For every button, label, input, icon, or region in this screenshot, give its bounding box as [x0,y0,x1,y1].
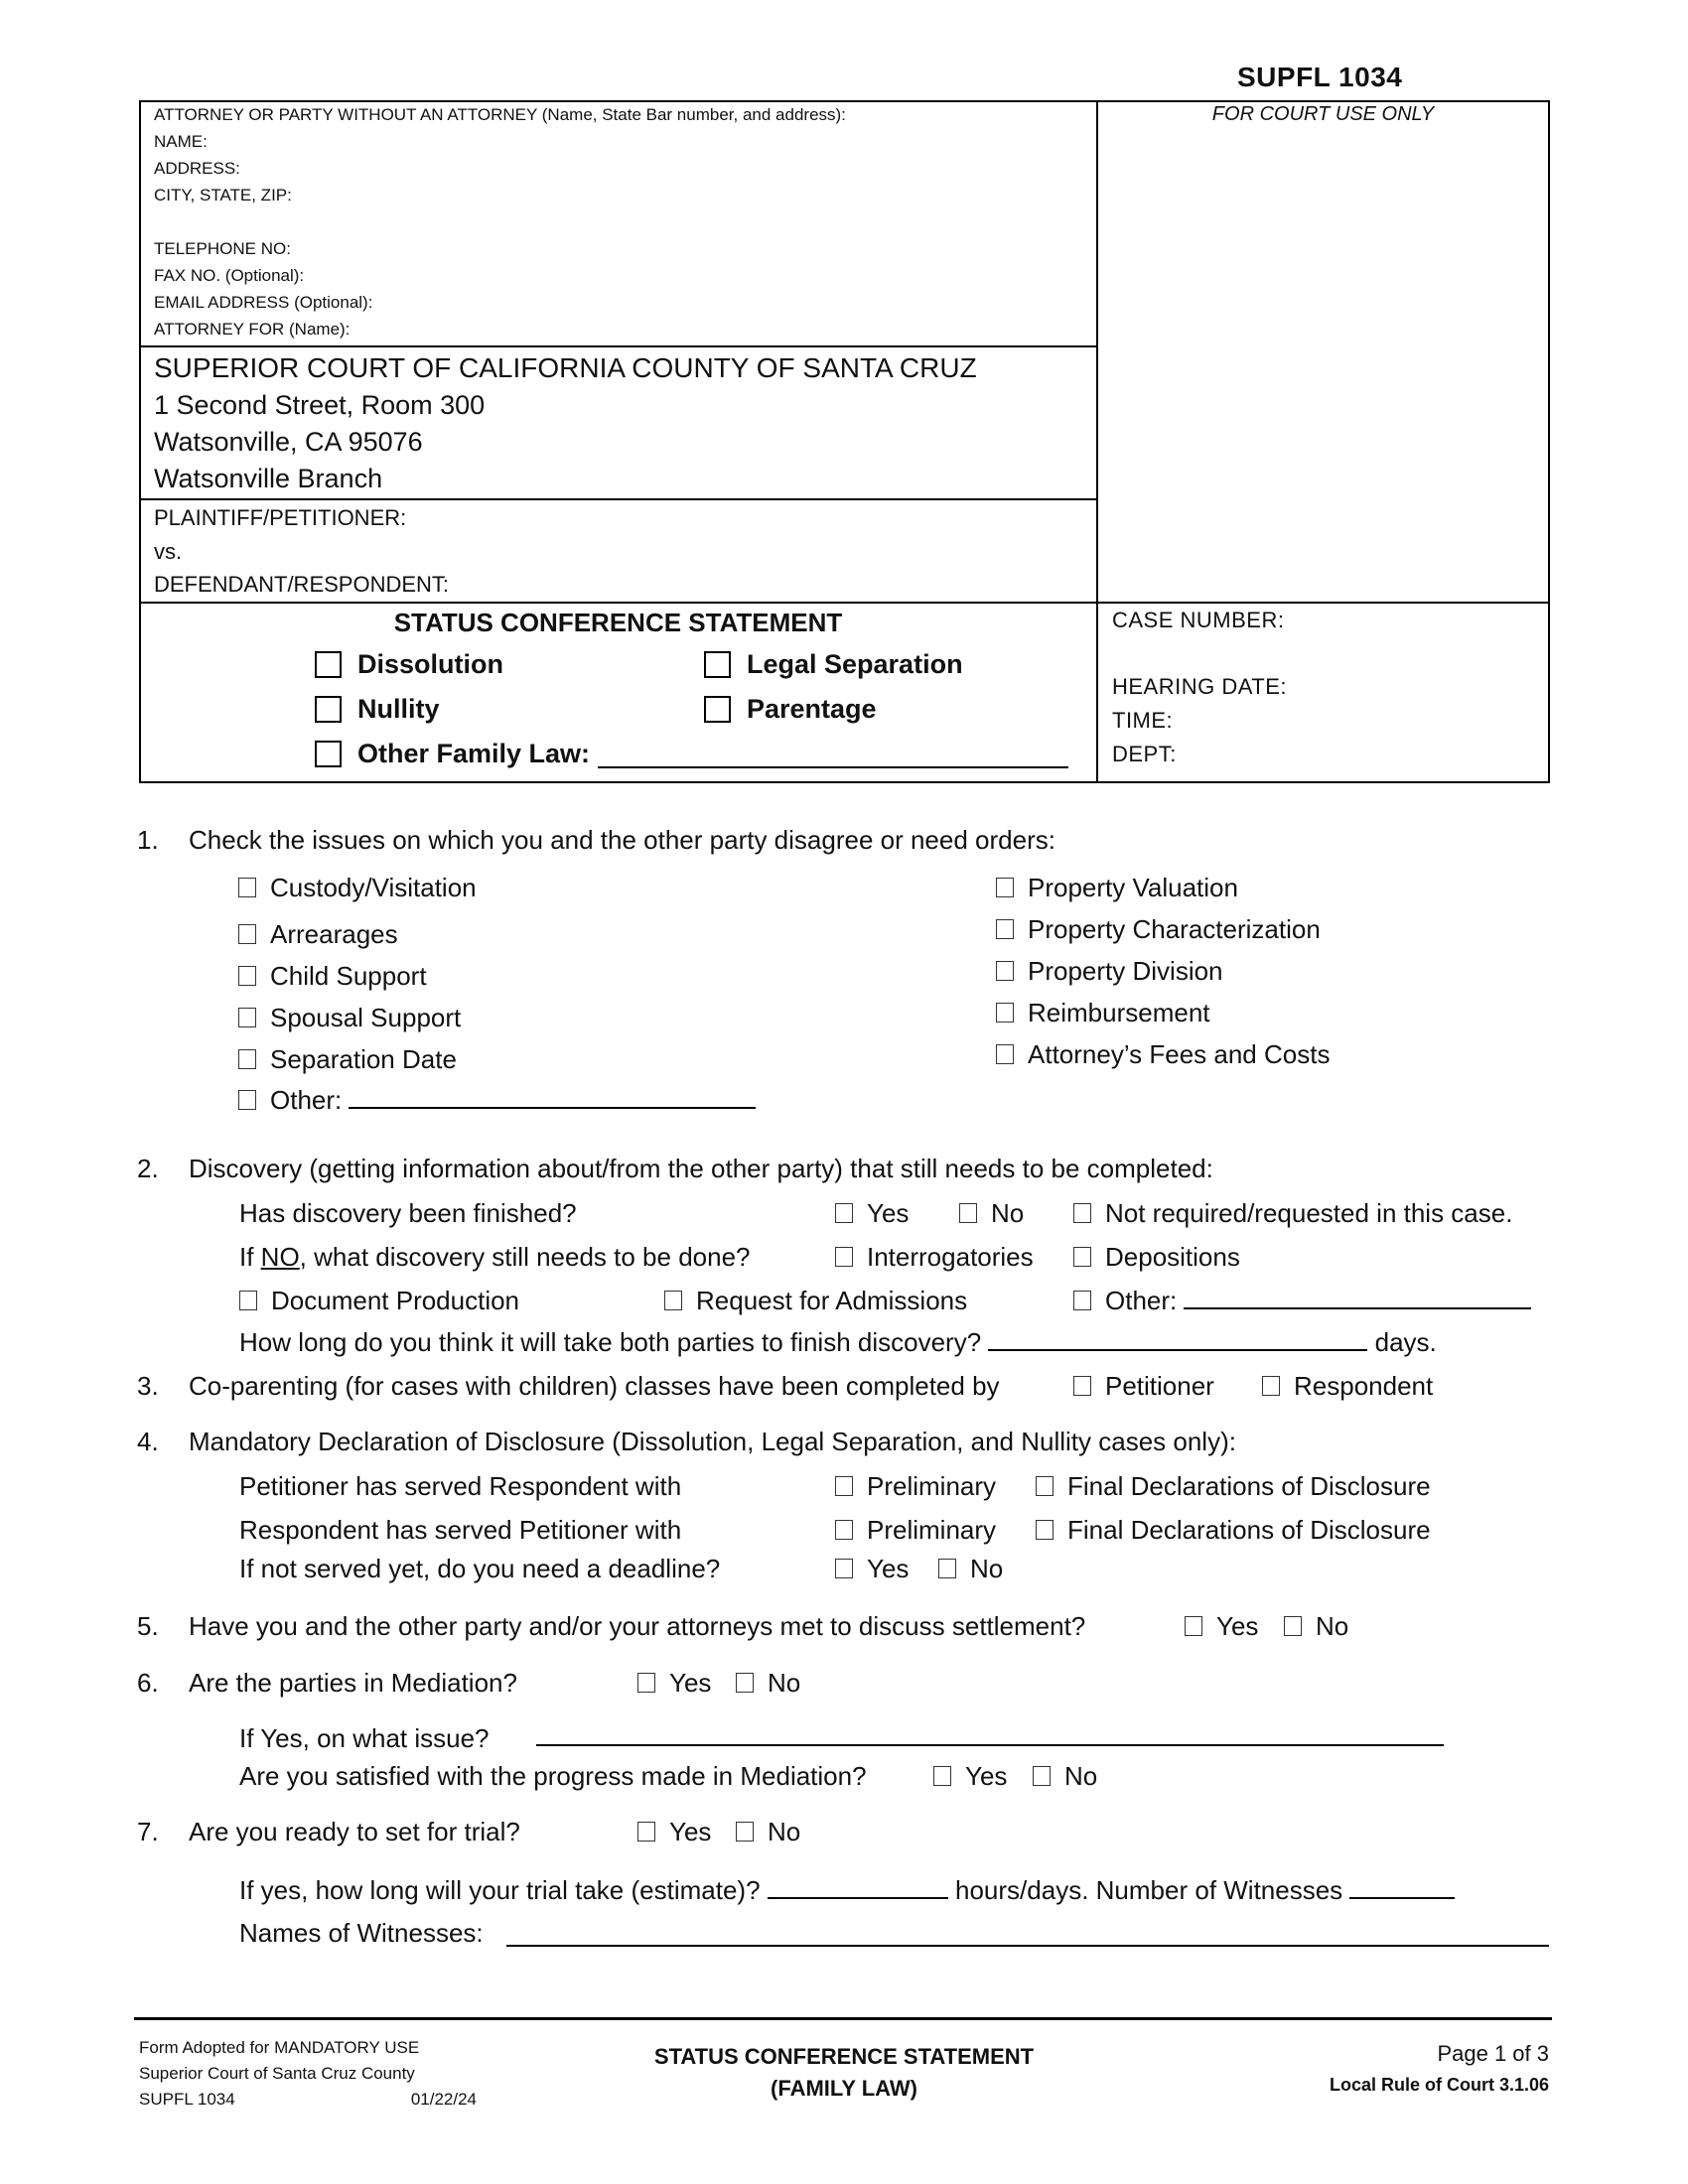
checkbox[interactable] [1036,1520,1054,1540]
q7-text: Are you ready to set for trial? [189,1817,520,1846]
q7-witness-count-field[interactable] [1349,1875,1455,1899]
q1-item-spousal-support[interactable]: Spousal Support [238,1003,461,1033]
vs-label: vs. [154,539,183,564]
footer-left [139,2035,477,2113]
q2-finished-no[interactable]: No [959,1198,1024,1229]
q6-number: 6. [137,1668,159,1698]
attorney-city-label[interactable]: CITY, STATE, ZIP: [154,186,292,205]
q2-text: Discovery (getting information about/from the other party) that still needs to be completed: [189,1154,1213,1183]
attorney-for-label[interactable]: ATTORNEY FOR (Name): [154,320,351,339]
q2-finished-question: Has discovery been finished? [239,1198,577,1228]
checkbox[interactable] [637,1822,655,1842]
case-number-label[interactable]: CASE NUMBER: [1112,608,1285,632]
q6-no[interactable]: No [736,1668,800,1699]
divider-court-parties [139,498,1097,500]
court-name: SUPERIOR COURT OF CALIFORNIA COUNTY OF SANTA CRUZ [154,352,977,383]
q1-item-child-support[interactable]: Child Support [238,961,427,992]
footer-rule [134,2017,1552,2020]
checkbox[interactable] [835,1247,853,1267]
attorney-address-label[interactable]: ADDRESS: [154,159,240,178]
attorney-block-title: ATTORNEY OR PARTY WITHOUT AN ATTORNEY (Name, State Bar number, and address): [154,105,846,124]
nullity-label: Nullity [357,694,440,724]
dept-label[interactable]: DEPT: [1112,742,1177,766]
q2-interrogatories[interactable]: Interrogatories [835,1242,1034,1273]
q3-number: 3. [137,1371,159,1401]
parentage-label: Parentage [747,694,877,724]
q4-resp-preliminary[interactable]: Preliminary [835,1515,996,1546]
q2-other[interactable]: Other: [1073,1286,1531,1316]
checkbox[interactable] [996,1003,1014,1023]
checkbox[interactable] [835,1476,853,1496]
option-nullity[interactable] [315,694,440,725]
q7-length-field[interactable] [768,1875,948,1899]
q4-pet-preliminary[interactable]: Preliminary [835,1471,996,1502]
attorney-email-label[interactable]: EMAIL ADDRESS (Optional): [154,293,373,312]
attorney-fax-label[interactable]: FAX NO. (Optional): [154,266,305,285]
footer-title [556,2041,1132,2105]
checkbox[interactable] [1073,1291,1091,1310]
q2-days-field[interactable] [988,1327,1367,1351]
legal-separation-label: Legal Separation [747,649,963,679]
checkbox[interactable] [1036,1476,1054,1496]
q1-item-arrearages[interactable]: Arrearages [238,919,398,950]
q6-issue-field[interactable] [536,1744,1444,1746]
q5-no[interactable]: No [1284,1611,1348,1642]
plaintiff-label[interactable]: PLAINTIFF/PETITIONER: [154,505,407,530]
q2-other-field[interactable] [1184,1286,1531,1309]
q6-text: Are the parties in Mediation? [189,1668,517,1698]
checkbox[interactable] [835,1203,853,1223]
parentage-checkbox[interactable] [704,696,731,723]
checkbox[interactable] [1284,1616,1302,1636]
court-street: 1 Second Street, Room 300 [154,390,486,420]
checkbox[interactable] [996,961,1014,981]
q1-other-field[interactable] [349,1085,756,1109]
option-other-family-law[interactable] [315,739,1068,769]
defendant-label[interactable]: DEFENDANT/RESPONDENT: [154,572,450,597]
checkbox[interactable] [1073,1247,1091,1267]
q2-number: 2. [137,1154,159,1183]
footer-form-id: SUPFL 1034 [139,2090,235,2109]
checkbox[interactable] [996,919,1014,939]
q4-text: Mandatory Declaration of Disclosure (Dissolution, Legal Separation, and Nullity cases only): [189,1427,1236,1456]
q2-document-production[interactable]: Document Production [239,1286,519,1316]
attorney-block [154,101,846,342]
checkbox[interactable] [996,1044,1014,1064]
court-branch: Watsonville Branch [154,464,383,493]
q5-number: 5. [137,1611,159,1641]
footer-title-line2: (FAMILY LAW) [771,2076,917,2101]
checkbox[interactable] [238,1049,256,1069]
nullity-checkbox[interactable] [315,696,342,723]
checkbox[interactable] [239,1291,257,1310]
q1-item-custody[interactable]: Custody/Visitation [238,873,477,903]
q5-yes[interactable]: Yes [1185,1611,1258,1642]
option-dissolution[interactable] [315,649,503,680]
q4-pet-final[interactable]: Final Declarations of Disclosure [1036,1471,1431,1502]
q2-if-no-question: If NO, what discovery still needs to be done? [239,1242,751,1272]
q1-item-property-characterization[interactable]: Property Characterization [996,914,1321,945]
footer-title-line1: STATUS CONFERENCE STATEMENT [653,2044,1035,2069]
court-city: Watsonville, CA 95076 [154,427,423,457]
dissolution-checkbox[interactable] [315,651,342,678]
q1-item-separation-date[interactable]: Separation Date [238,1044,457,1075]
q2-finished-yes[interactable]: Yes [835,1198,909,1229]
q6-issue-question: If Yes, on what issue? [239,1723,490,1753]
q3-petitioner[interactable]: Petitioner [1073,1371,1214,1402]
checkbox[interactable] [959,1203,977,1223]
checkbox[interactable] [835,1559,853,1578]
form-id: SUPFL 1034 [1237,62,1403,92]
q1-item-property-division[interactable]: Property Division [996,956,1223,987]
q3-respondent[interactable]: Respondent [1262,1371,1433,1402]
q1-number: 1. [137,825,159,855]
checkbox[interactable] [736,1822,754,1842]
divider-attorney-court [139,345,1097,347]
checkbox[interactable] [637,1673,655,1693]
checkbox[interactable] [736,1673,754,1693]
checkbox[interactable] [238,1090,256,1110]
q4-resp-served: Respondent has served Petitioner with [239,1515,682,1545]
checkbox[interactable] [938,1559,956,1578]
hearing-date-label[interactable]: HEARING DATE: [1112,674,1288,699]
q4-pet-served: Petitioner has served Respondent with [239,1471,682,1501]
q6-satisfied-question: Are you satisfied with the progress made in Mediation? [239,1761,867,1791]
q7-yes[interactable]: Yes [637,1817,711,1847]
checkbox[interactable] [238,1008,256,1027]
q6-yes[interactable]: Yes [637,1668,711,1699]
checkbox[interactable] [1073,1376,1091,1396]
checkbox[interactable] [996,878,1014,897]
q6-satisfied-no[interactable]: No [1033,1761,1097,1792]
checkbox[interactable] [1185,1616,1202,1636]
statement-title: STATUS CONFERENCE STATEMENT [393,608,843,637]
q1-item-attorney-fees[interactable]: Attorney’s Fees and Costs [996,1039,1330,1070]
divider-statement [139,602,1550,604]
q2-depositions[interactable]: Depositions [1073,1242,1240,1273]
footer-local-rule: Local Rule of Court 3.1.06 [1329,2075,1549,2095]
caption-divider [1096,100,1098,783]
footer-adopted: Form Adopted for MANDATORY USE [139,2038,420,2057]
q7-witness-names-label: Names of Witnesses: [239,1918,484,1948]
checkbox[interactable] [1262,1376,1280,1396]
checkbox[interactable] [1033,1766,1051,1786]
option-parentage[interactable] [704,694,877,725]
other-family-law-label: Other Family Law: [357,739,591,768]
q1-item-property-valuation[interactable]: Property Valuation [996,873,1238,903]
other-family-law-field[interactable] [598,741,1068,768]
checkbox[interactable] [835,1520,853,1540]
time-label[interactable]: TIME: [1112,708,1174,733]
q7-no[interactable]: No [736,1817,800,1847]
q7-number: 7. [137,1817,159,1846]
q4-deadline-question: If not served yet, do you need a deadline? [239,1554,721,1583]
q4-resp-final[interactable]: Final Declarations of Disclosure [1036,1515,1431,1546]
q6-satisfied-yes[interactable]: Yes [933,1761,1007,1792]
q2-how-long: How long do you think it will take both parties to finish discovery? days. [239,1327,1437,1357]
q3-text: Co-parenting (for cases with children) classes have been completed by [189,1371,1000,1401]
footer-court: Superior Court of Santa Cruz County [139,2064,415,2083]
legal-separation-checkbox[interactable] [704,651,731,678]
q4-deadline-yes[interactable]: Yes [835,1554,909,1584]
footer-date: 01/22/24 [410,2090,477,2109]
q7-length-line: If yes, how long will your trial take (estimate)? hours/days. Number of Witnesses [239,1875,1455,1906]
footer-page: Page 1 of 3 [1437,2041,1549,2066]
court-use-only: FOR COURT USE ONLY [1211,103,1435,125]
q4-deadline-no[interactable]: No [938,1554,1003,1584]
dissolution-label: Dissolution [357,649,503,679]
q2-not-required[interactable]: Not required/requested in this case. [1073,1198,1512,1229]
q1-text: Check the issues on which you and the other party disagree or need orders: [189,825,1055,855]
q1-item-reimbursement[interactable]: Reimbursement [996,998,1210,1028]
q2-request-admissions[interactable]: Request for Admissions [664,1286,967,1316]
checkbox[interactable] [664,1291,682,1310]
checkbox[interactable] [1073,1203,1091,1223]
other-family-law-checkbox[interactable] [315,741,342,767]
checkbox[interactable] [933,1766,951,1786]
q5-text: Have you and the other party and/or your attorneys met to discuss settlement? [189,1611,1086,1641]
checkbox[interactable] [238,924,256,944]
option-legal-separation[interactable] [704,649,963,680]
q7-witness-names-field[interactable] [506,1945,1549,1947]
checkbox[interactable] [238,966,256,986]
attorney-phone-label[interactable]: TELEPHONE NO: [154,239,291,258]
q4-number: 4. [137,1427,159,1456]
attorney-name-label[interactable]: NAME: [154,132,208,151]
checkbox[interactable] [238,878,256,897]
q1-item-other[interactable]: Other: [238,1085,756,1116]
